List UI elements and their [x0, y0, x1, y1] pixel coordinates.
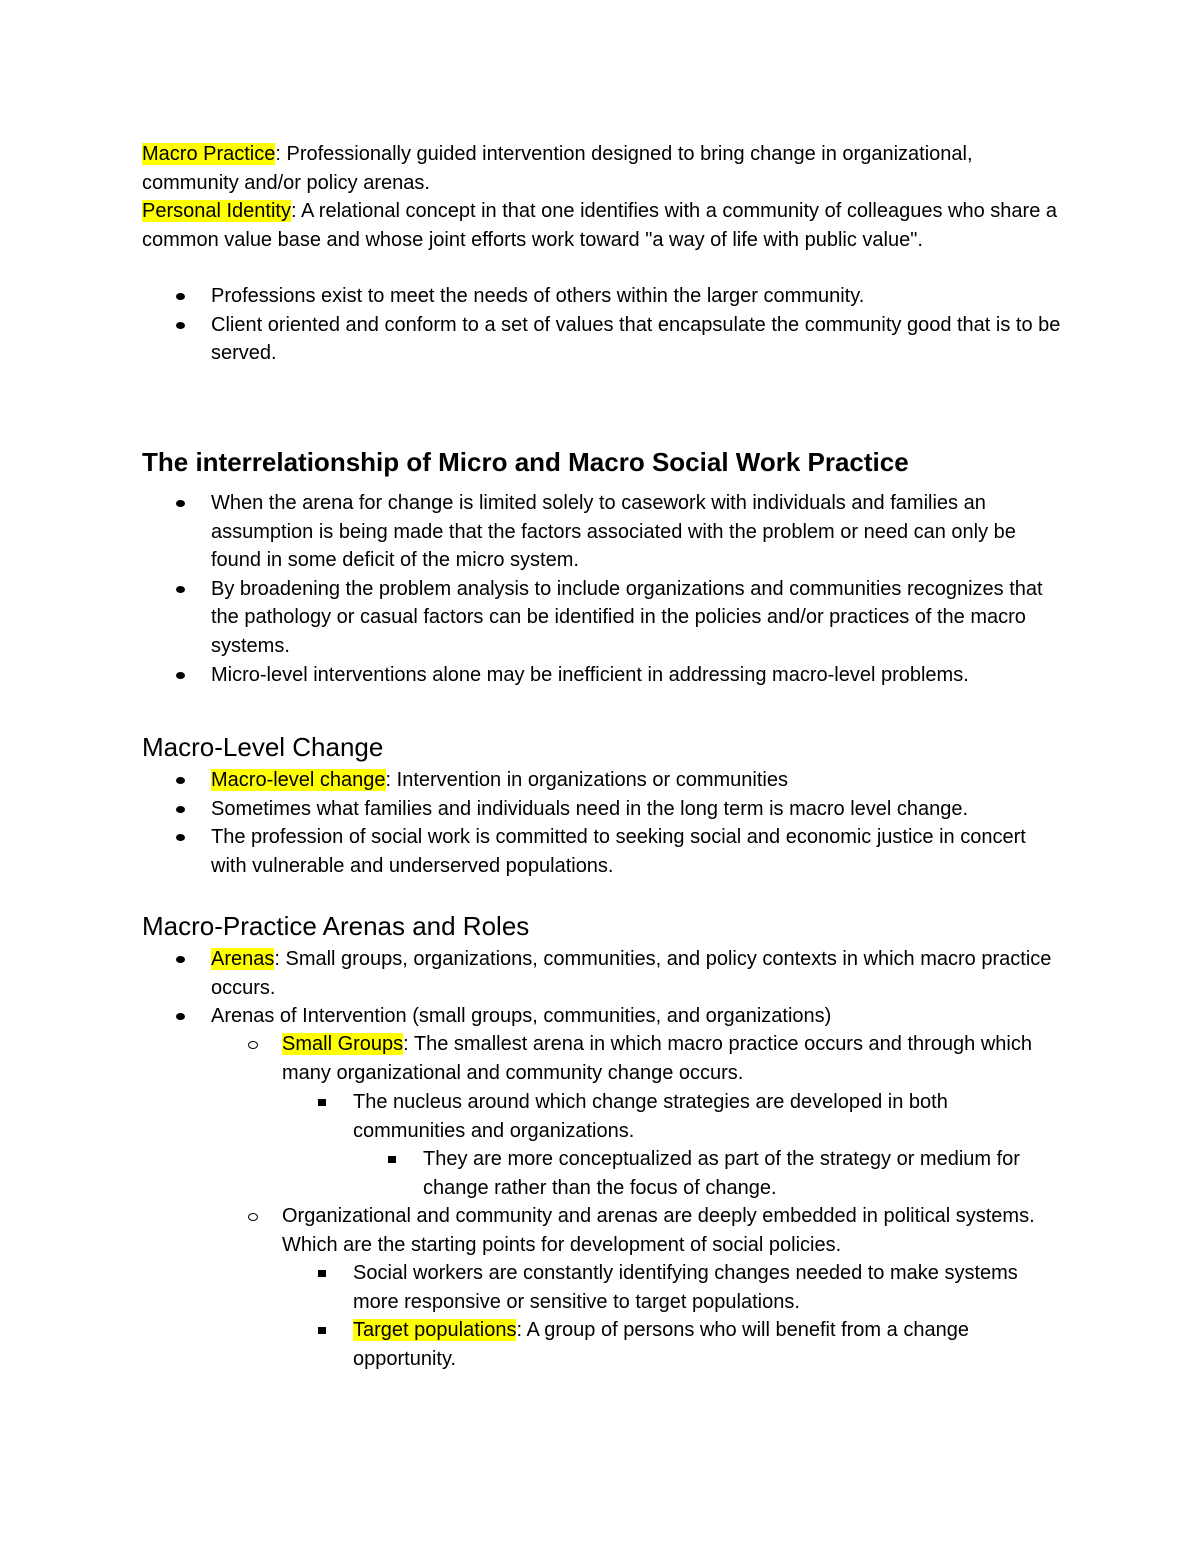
list-item: When the arena for change is limited solely to casework with individuals and families an assumption is being made that the factors associated with the problem or need can only be found in some deficit of the micro system. — [211, 489, 1061, 575]
personal-identity-definition — [142, 197, 1062, 254]
list-item: Arenas of Intervention (small groups, communities, and organizations) — [211, 1002, 1061, 1031]
personal-identity-term: Personal Identity — [142, 200, 291, 222]
arenas-term: Arenas — [211, 948, 275, 970]
interrelationship-bullet-list — [211, 489, 1061, 689]
list-item: By broadening the problem analysis to include organizations and communities recognizes that the pathology or casual factors can be identified in the policies and/or practices of the macro systems. — [211, 575, 1061, 661]
list-item: They are more conceptualized as part of the strategy or medium for change rather than the focus of change. — [423, 1145, 1043, 1202]
list-item: Professions exist to meet the needs of others within the larger community. — [211, 282, 1061, 311]
list-item — [353, 1316, 1033, 1373]
arenas-bullet-list — [211, 945, 1061, 1031]
macro-practice-text: : Professionally guided intervention designed to bring change in organizational, community and/or policy arenas. — [142, 143, 973, 194]
list-item: Sometimes what families and individuals need in the long term is macro level change. — [211, 795, 1061, 824]
small-groups-text: : The smallest arena in which macro practice occurs and through which many organizational and community change occurs. — [282, 1033, 1032, 1084]
arenas-roles-heading: Macro-Practice Arenas and Roles — [142, 911, 530, 941]
list-item — [211, 945, 1061, 1002]
list-item: Organizational and community and arenas are deeply embedded in political systems. Which are the starting points for development of social policies. — [282, 1202, 1042, 1259]
macro-level-change-bullet-list — [211, 766, 1061, 880]
interrelationship-heading: The interrelationship of Micro and Macro Social Work Practice — [142, 447, 909, 477]
target-populations-term: Target populations — [353, 1319, 517, 1342]
conceptualized-list — [423, 1145, 1043, 1202]
intro-bullet-list — [211, 282, 1061, 368]
list-item — [211, 766, 1061, 795]
list-item: The profession of social work is committed to seeking social and economic justice in concert with vulnerable and underserved populations. — [211, 823, 1061, 880]
embedded-list — [282, 1202, 1042, 1259]
macro-level-change-heading: Macro-Level Change — [142, 732, 384, 762]
macro-practice-term: Macro Practice — [142, 143, 276, 165]
list-item — [282, 1030, 1042, 1087]
list-item: Micro-level interventions alone may be inefficient in addressing macro-level problems. — [211, 661, 1061, 690]
personal-identity-text: : A relational concept in that one identifies with a community of colleagues who share a common value base and whose joint efforts work toward "a way of life with public value". — [142, 200, 1057, 251]
small-groups-list — [282, 1030, 1042, 1087]
macro-level-change-term: Macro-level change — [211, 769, 386, 791]
list-item: Social workers are constantly identifying changes needed to make systems more responsive or sensitive to target populations. — [353, 1259, 1033, 1316]
arenas-text: : Small groups, organizations, communities, and policy contexts in which macro practice occurs. — [211, 948, 1052, 999]
list-item: Client oriented and conform to a set of values that encapsulate the community good that is to be served. — [211, 311, 1061, 368]
list-item: The nucleus around which change strategies are developed in both communities and organizations. — [353, 1088, 1033, 1145]
macro-practice-definition — [142, 140, 1062, 197]
identifying-list — [353, 1259, 1033, 1373]
target-populations-text: : A group of persons who will benefit from a change opportunity. — [353, 1319, 969, 1370]
macro-level-change-text: : Intervention in organizations or communities — [385, 769, 788, 791]
nucleus-list — [353, 1088, 1033, 1145]
small-groups-term: Small Groups — [282, 1033, 404, 1055]
